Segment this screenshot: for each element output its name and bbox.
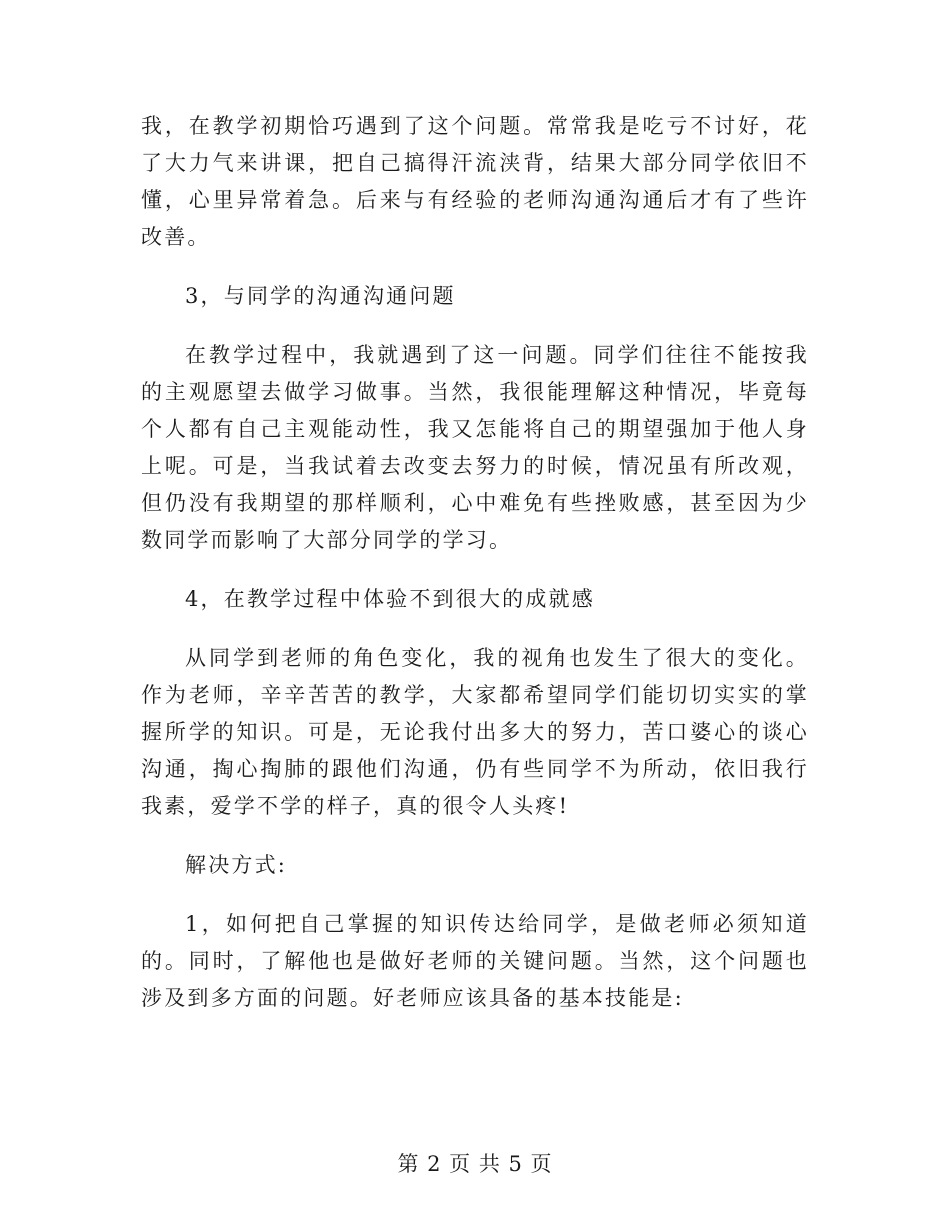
paragraph-achievement: 从同学到老师的角色变化，我的视角也发生了很大的变化。作为老师，辛辛苦苦的教学，大家都希望同学们能切切实实的掌握所学的知识。可是，无论我付出多大的努力，苦口婆心的谈心沟通，掏心掏肺的跟他们沟通，仍有些同学不为所动，依旧我行我素，爱学不学的样子，真的很令人头疼! xyxy=(141,646,809,818)
paragraph-continuation: 我，在教学初期恰巧遇到了这个问题。常常我是吃亏不讨好，花了大力气来讲课，把自己搞得汗流浃背，结果大部分同学依旧不懂，心里异常着急。后来与有经验的老师沟通沟通后才有了些许改善。 xyxy=(141,114,809,249)
section-heading-4: 4，在教学过程中体验不到很大的成就感 xyxy=(185,587,595,611)
section-heading-3: 3，与同学的沟通沟通问题 xyxy=(185,284,456,308)
paragraph-communication: 在教学过程中，我就遇到了这一问题。同学们往往不能按我的主观愿望去做学习做事。当然，我很能理解这种情况，毕竟每个人都有自己主观能动性，我又怎能将自己的期望强加于他人身上呢。可是，当我试着去改变去努力的时候，情况虽有所改观，但仍没有我期望的那样顺利，心中难免有些挫败感，甚至因为少数同学而影响了大部分同学的学习。 xyxy=(141,343,809,552)
solutions-heading: 解决方式: xyxy=(185,853,288,877)
document-body xyxy=(141,108,809,1039)
paragraph-solution-1: 1，如何把自己掌握的知识传达给同学，是做老师必须知道的。同时，了解他也是做好老师的关键问题。当然，这个问题也涉及到多方面的问题。好老师应该具备的基本技能是: xyxy=(141,912,809,1010)
page-number-footer: 第 2 页 共 5 页 xyxy=(397,1152,553,1176)
